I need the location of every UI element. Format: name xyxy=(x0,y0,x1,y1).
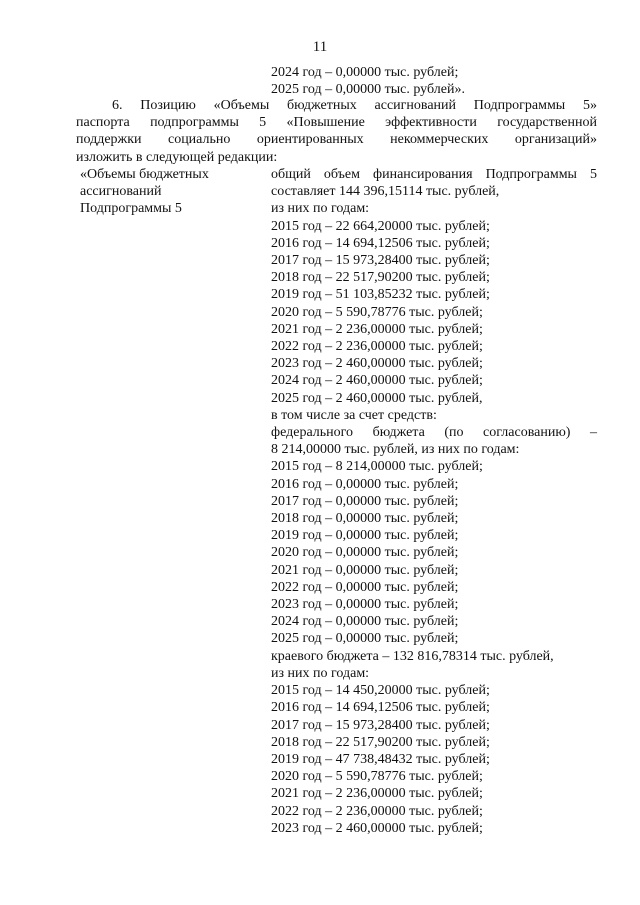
federal-year-line: 2017 год – 0,00000 тыс. рублей; xyxy=(271,493,459,509)
federal-intro-line: 8 214,00000 тыс. рублей, из них по годам: xyxy=(271,442,520,458)
total-year-line: 2017 год – 15 973,28400 тыс. рублей; xyxy=(271,253,490,269)
position-label-column xyxy=(80,166,260,218)
regional-year-line: 2020 год – 5 590,78776 тыс. рублей; xyxy=(271,769,483,785)
total-year-line: 2019 год – 51 103,85232 тыс. рублей; xyxy=(271,287,490,303)
page-number: 11 xyxy=(312,39,328,55)
federal-year-line: 2023 год – 0,00000 тыс. рублей; xyxy=(271,597,459,613)
funding-intro-line: общий объем финансирования Подпрограммы 5 xyxy=(271,167,597,182)
funding-intro-line: из них по годам: xyxy=(271,201,370,217)
federal-year-line: 2015 год – 8 214,00000 тыс. рублей; xyxy=(271,459,483,475)
federal-year-line: 2021 год – 0,00000 тыс. рублей; xyxy=(271,562,459,578)
lead-lines xyxy=(271,64,465,98)
sources-label: в том числе за счет средств: xyxy=(271,407,437,423)
total-year-line: 2024 год – 2 460,00000 тыс. рублей; xyxy=(271,373,483,389)
paragraph-line: изложить в следующей редакции: xyxy=(76,149,278,165)
total-year-line: 2025 год – 2 460,00000 тыс. рублей, xyxy=(271,390,483,406)
funding-column xyxy=(271,166,597,837)
lead-line: 2025 год – 0,00000 тыс. рублей». xyxy=(271,82,465,98)
total-year-line: 2021 год – 2 236,00000 тыс. рублей; xyxy=(271,321,483,337)
regional-year-line: 2019 год – 47 738,48432 тыс. рублей; xyxy=(271,751,490,767)
position-label-line: «Объемы бюджетных xyxy=(80,167,209,182)
total-year-line: 2023 год – 2 460,00000 тыс. рублей; xyxy=(271,356,483,372)
paragraph-line: поддержки социально ориентированных некоммерческих организаций» xyxy=(76,132,597,148)
total-year-line: 2018 год – 22 517,90200 тыс. рублей; xyxy=(271,270,490,286)
position-label-line: Подпрограммы 5 xyxy=(80,201,182,217)
lead-line: 2024 год – 0,00000 тыс. рублей; xyxy=(271,65,459,80)
federal-year-line: 2019 год – 0,00000 тыс. рублей; xyxy=(271,528,459,544)
amendment-paragraph xyxy=(76,97,597,166)
paragraph-line: 6. Позицию «Объемы бюджетных ассигнований Подпрограммы 5» xyxy=(112,98,597,113)
regional-intro-line: краевого бюджета – 132 816,78314 тыс. рублей, xyxy=(271,648,554,664)
total-year-line: 2020 год – 5 590,78776 тыс. рублей; xyxy=(271,304,483,320)
regional-year-line: 2022 год – 2 236,00000 тыс. рублей; xyxy=(271,803,483,819)
total-year-line: 2016 год – 14 694,12506 тыс. рублей; xyxy=(271,235,490,251)
position-label-line: ассигнований xyxy=(80,184,162,200)
federal-year-line: 2022 год – 0,00000 тыс. рублей; xyxy=(271,579,459,595)
regional-year-line: 2016 год – 14 694,12506 тыс. рублей; xyxy=(271,700,490,716)
federal-year-line: 2025 год – 0,00000 тыс. рублей; xyxy=(271,631,459,647)
total-year-line: 2022 год – 2 236,00000 тыс. рублей; xyxy=(271,339,483,355)
funding-intro-line: составляет 144 396,15114 тыс. рублей, xyxy=(271,184,500,200)
federal-intro-line: федерального бюджета (по согласованию) – xyxy=(271,425,597,441)
regional-intro-line: из них по годам: xyxy=(271,665,370,681)
regional-year-line: 2023 год – 2 460,00000 тыс. рублей; xyxy=(271,820,483,836)
federal-year-line: 2016 год – 0,00000 тыс. рублей; xyxy=(271,476,459,492)
regional-year-line: 2021 год – 2 236,00000 тыс. рублей; xyxy=(271,786,483,802)
federal-year-line: 2020 год – 0,00000 тыс. рублей; xyxy=(271,545,459,561)
regional-year-line: 2017 год – 15 973,28400 тыс. рублей; xyxy=(271,717,490,733)
federal-year-line: 2024 год – 0,00000 тыс. рублей; xyxy=(271,614,459,630)
regional-year-line: 2015 год – 14 450,20000 тыс. рублей; xyxy=(271,683,490,699)
regional-year-line: 2018 год – 22 517,90200 тыс. рублей; xyxy=(271,734,490,750)
federal-year-line: 2018 год – 0,00000 тыс. рублей; xyxy=(271,511,459,527)
paragraph-line: паспорта подпрограммы 5 «Повышение эффективности государственной xyxy=(76,115,597,131)
total-year-line: 2015 год – 22 664,20000 тыс. рублей; xyxy=(271,218,490,234)
